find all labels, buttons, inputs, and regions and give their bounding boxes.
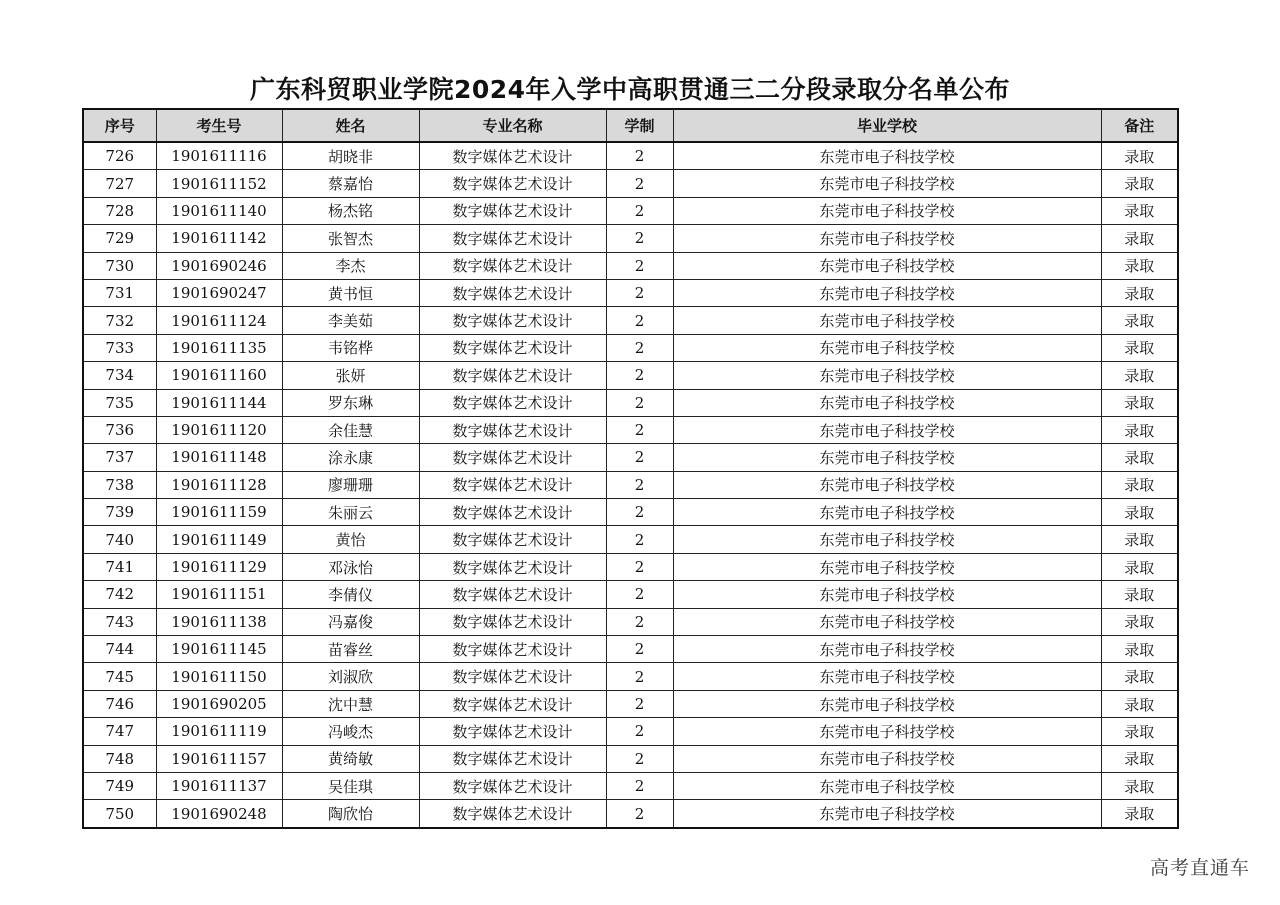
cell-major: 数字媒体艺术设计 <box>419 444 606 471</box>
cell-school: 东莞市电子科技学校 <box>673 142 1101 170</box>
cell-remark: 录取 <box>1101 718 1178 745</box>
cell-major: 数字媒体艺术设计 <box>419 800 606 828</box>
cell-major: 数字媒体艺术设计 <box>419 581 606 608</box>
cell-remark: 录取 <box>1101 800 1178 828</box>
cell-school: 东莞市电子科技学校 <box>673 663 1101 690</box>
cell-major: 数字媒体艺术设计 <box>419 197 606 224</box>
cell-serial: 745 <box>83 663 156 690</box>
cell-duration: 2 <box>606 608 673 635</box>
cell-major: 数字媒体艺术设计 <box>419 636 606 663</box>
cell-name: 吴佳琪 <box>282 772 419 799</box>
table-row <box>83 636 1178 663</box>
cell-candidate-number: 1901611142 <box>156 225 282 252</box>
cell-school: 东莞市电子科技学校 <box>673 197 1101 224</box>
cell-name: 黄怡 <box>282 526 419 553</box>
table-row <box>83 362 1178 389</box>
cell-serial: 743 <box>83 608 156 635</box>
cell-duration: 2 <box>606 197 673 224</box>
header-major: 专业名称 <box>419 109 606 142</box>
cell-duration: 2 <box>606 553 673 580</box>
header-duration: 学制 <box>606 109 673 142</box>
table-row <box>83 444 1178 471</box>
cell-name: 张智杰 <box>282 225 419 252</box>
cell-candidate-number: 1901611140 <box>156 197 282 224</box>
cell-remark: 录取 <box>1101 636 1178 663</box>
cell-candidate-number: 1901611138 <box>156 608 282 635</box>
cell-serial: 738 <box>83 471 156 498</box>
cell-remark: 录取 <box>1101 526 1178 553</box>
cell-name: 韦铭桦 <box>282 334 419 361</box>
cell-major: 数字媒体艺术设计 <box>419 718 606 745</box>
cell-candidate-number: 1901690248 <box>156 800 282 828</box>
cell-school: 东莞市电子科技学校 <box>673 362 1101 389</box>
cell-serial: 736 <box>83 416 156 443</box>
cell-remark: 录取 <box>1101 772 1178 799</box>
cell-school: 东莞市电子科技学校 <box>673 718 1101 745</box>
cell-name: 沈中慧 <box>282 690 419 717</box>
cell-school: 东莞市电子科技学校 <box>673 252 1101 279</box>
table-row <box>83 663 1178 690</box>
cell-serial: 739 <box>83 499 156 526</box>
cell-school: 东莞市电子科技学校 <box>673 581 1101 608</box>
cell-school: 东莞市电子科技学校 <box>673 636 1101 663</box>
cell-candidate-number: 1901611124 <box>156 307 282 334</box>
cell-candidate-number: 1901611116 <box>156 142 282 170</box>
table-body <box>83 142 1178 828</box>
cell-major: 数字媒体艺术设计 <box>419 663 606 690</box>
cell-major: 数字媒体艺术设计 <box>419 772 606 799</box>
cell-name: 蔡嘉怡 <box>282 170 419 197</box>
cell-major: 数字媒体艺术设计 <box>419 334 606 361</box>
table-row <box>83 499 1178 526</box>
table-row <box>83 745 1178 772</box>
table-row <box>83 608 1178 635</box>
cell-duration: 2 <box>606 170 673 197</box>
cell-candidate-number: 1901611151 <box>156 581 282 608</box>
table-header-row <box>83 109 1178 142</box>
cell-remark: 录取 <box>1101 499 1178 526</box>
cell-serial: 733 <box>83 334 156 361</box>
cell-duration: 2 <box>606 252 673 279</box>
cell-serial: 735 <box>83 389 156 416</box>
cell-remark: 录取 <box>1101 225 1178 252</box>
cell-duration: 2 <box>606 663 673 690</box>
cell-serial: 742 <box>83 581 156 608</box>
cell-name: 李倩仪 <box>282 581 419 608</box>
watermark: 高考直通车 <box>1149 857 1250 879</box>
cell-duration: 2 <box>606 279 673 306</box>
cell-serial: 744 <box>83 636 156 663</box>
cell-name: 张妍 <box>282 362 419 389</box>
cell-school: 东莞市电子科技学校 <box>673 389 1101 416</box>
cell-duration: 2 <box>606 307 673 334</box>
cell-remark: 录取 <box>1101 553 1178 580</box>
cell-candidate-number: 1901690247 <box>156 279 282 306</box>
cell-candidate-number: 1901611128 <box>156 471 282 498</box>
header-name: 姓名 <box>282 109 419 142</box>
cell-name: 李美茹 <box>282 307 419 334</box>
cell-serial: 737 <box>83 444 156 471</box>
cell-school: 东莞市电子科技学校 <box>673 499 1101 526</box>
table-row <box>83 772 1178 799</box>
cell-name: 余佳慧 <box>282 416 419 443</box>
table-row <box>83 581 1178 608</box>
cell-school: 东莞市电子科技学校 <box>673 307 1101 334</box>
cell-school: 东莞市电子科技学校 <box>673 170 1101 197</box>
cell-duration: 2 <box>606 444 673 471</box>
cell-major: 数字媒体艺术设计 <box>419 416 606 443</box>
cell-remark: 录取 <box>1101 690 1178 717</box>
cell-school: 东莞市电子科技学校 <box>673 416 1101 443</box>
cell-duration: 2 <box>606 142 673 170</box>
cell-name: 涂永康 <box>282 444 419 471</box>
cell-remark: 录取 <box>1101 416 1178 443</box>
table-row <box>83 800 1178 828</box>
cell-candidate-number: 1901611149 <box>156 526 282 553</box>
table-row <box>83 197 1178 224</box>
cell-name: 罗东琳 <box>282 389 419 416</box>
table-row <box>83 307 1178 334</box>
cell-candidate-number: 1901611150 <box>156 663 282 690</box>
cell-serial: 750 <box>83 800 156 828</box>
cell-name: 邓泳怡 <box>282 553 419 580</box>
cell-candidate-number: 1901611159 <box>156 499 282 526</box>
cell-serial: 727 <box>83 170 156 197</box>
cell-remark: 录取 <box>1101 279 1178 306</box>
cell-major: 数字媒体艺术设计 <box>419 690 606 717</box>
cell-school: 东莞市电子科技学校 <box>673 553 1101 580</box>
cell-school: 东莞市电子科技学校 <box>673 444 1101 471</box>
cell-major: 数字媒体艺术设计 <box>419 307 606 334</box>
table-row <box>83 279 1178 306</box>
cell-candidate-number: 1901611157 <box>156 745 282 772</box>
cell-major: 数字媒体艺术设计 <box>419 499 606 526</box>
cell-school: 东莞市电子科技学校 <box>673 608 1101 635</box>
cell-duration: 2 <box>606 471 673 498</box>
cell-school: 东莞市电子科技学校 <box>673 526 1101 553</box>
cell-remark: 录取 <box>1101 170 1178 197</box>
table-row <box>83 416 1178 443</box>
cell-duration: 2 <box>606 225 673 252</box>
cell-duration: 2 <box>606 526 673 553</box>
table-row <box>83 553 1178 580</box>
cell-duration: 2 <box>606 690 673 717</box>
cell-remark: 录取 <box>1101 362 1178 389</box>
cell-major: 数字媒体艺术设计 <box>419 225 606 252</box>
cell-serial: 740 <box>83 526 156 553</box>
cell-remark: 录取 <box>1101 142 1178 170</box>
cell-remark: 录取 <box>1101 663 1178 690</box>
cell-candidate-number: 1901611129 <box>156 553 282 580</box>
cell-candidate-number: 1901611137 <box>156 772 282 799</box>
cell-duration: 2 <box>606 772 673 799</box>
cell-major: 数字媒体艺术设计 <box>419 553 606 580</box>
cell-serial: 747 <box>83 718 156 745</box>
cell-major: 数字媒体艺术设计 <box>419 170 606 197</box>
cell-candidate-number: 1901611160 <box>156 362 282 389</box>
cell-school: 东莞市电子科技学校 <box>673 800 1101 828</box>
cell-serial: 730 <box>83 252 156 279</box>
document-title: 广东科贸职业学院2024年入学中高职贯通三二分段录取分名单公布 <box>249 75 1011 104</box>
cell-major: 数字媒体艺术设计 <box>419 389 606 416</box>
cell-serial: 748 <box>83 745 156 772</box>
cell-duration: 2 <box>606 718 673 745</box>
cell-major: 数字媒体艺术设计 <box>419 608 606 635</box>
cell-candidate-number: 1901611135 <box>156 334 282 361</box>
cell-duration: 2 <box>606 416 673 443</box>
cell-serial: 731 <box>83 279 156 306</box>
cell-major: 数字媒体艺术设计 <box>419 252 606 279</box>
admission-table <box>82 108 1179 829</box>
cell-duration: 2 <box>606 800 673 828</box>
cell-remark: 录取 <box>1101 444 1178 471</box>
table-row <box>83 526 1178 553</box>
cell-serial: 732 <box>83 307 156 334</box>
cell-duration: 2 <box>606 362 673 389</box>
cell-serial: 728 <box>83 197 156 224</box>
cell-name: 黄绮敏 <box>282 745 419 772</box>
cell-candidate-number: 1901690246 <box>156 252 282 279</box>
cell-candidate-number: 1901611144 <box>156 389 282 416</box>
cell-school: 东莞市电子科技学校 <box>673 745 1101 772</box>
header-remark: 备注 <box>1101 109 1178 142</box>
cell-school: 东莞市电子科技学校 <box>673 225 1101 252</box>
cell-duration: 2 <box>606 334 673 361</box>
cell-candidate-number: 1901611120 <box>156 416 282 443</box>
cell-remark: 录取 <box>1101 608 1178 635</box>
table-row <box>83 170 1178 197</box>
cell-name: 苗睿丝 <box>282 636 419 663</box>
cell-serial: 734 <box>83 362 156 389</box>
cell-serial: 746 <box>83 690 156 717</box>
cell-serial: 726 <box>83 142 156 170</box>
cell-school: 东莞市电子科技学校 <box>673 690 1101 717</box>
cell-duration: 2 <box>606 389 673 416</box>
cell-duration: 2 <box>606 745 673 772</box>
cell-remark: 录取 <box>1101 252 1178 279</box>
table-row <box>83 252 1178 279</box>
cell-remark: 录取 <box>1101 581 1178 608</box>
table-row <box>83 718 1178 745</box>
cell-candidate-number: 1901611148 <box>156 444 282 471</box>
table-row <box>83 389 1178 416</box>
cell-school: 东莞市电子科技学校 <box>673 772 1101 799</box>
cell-major: 数字媒体艺术设计 <box>419 526 606 553</box>
cell-name: 冯峻杰 <box>282 718 419 745</box>
cell-remark: 录取 <box>1101 471 1178 498</box>
cell-name: 黄书恒 <box>282 279 419 306</box>
table-row <box>83 471 1178 498</box>
cell-serial: 729 <box>83 225 156 252</box>
cell-name: 李杰 <box>282 252 419 279</box>
cell-duration: 2 <box>606 499 673 526</box>
cell-name: 胡晓非 <box>282 142 419 170</box>
cell-candidate-number: 1901611119 <box>156 718 282 745</box>
cell-school: 东莞市电子科技学校 <box>673 334 1101 361</box>
cell-serial: 749 <box>83 772 156 799</box>
cell-name: 冯嘉俊 <box>282 608 419 635</box>
table-row <box>83 225 1178 252</box>
table-row <box>83 334 1178 361</box>
header-school: 毕业学校 <box>673 109 1101 142</box>
cell-candidate-number: 1901611152 <box>156 170 282 197</box>
cell-name: 陶欣怡 <box>282 800 419 828</box>
cell-school: 东莞市电子科技学校 <box>673 471 1101 498</box>
cell-major: 数字媒体艺术设计 <box>419 745 606 772</box>
cell-name: 刘淑欣 <box>282 663 419 690</box>
cell-remark: 录取 <box>1101 389 1178 416</box>
cell-major: 数字媒体艺术设计 <box>419 279 606 306</box>
cell-major: 数字媒体艺术设计 <box>419 142 606 170</box>
cell-remark: 录取 <box>1101 197 1178 224</box>
header-candidate-number: 考生号 <box>156 109 282 142</box>
table-row <box>83 142 1178 170</box>
cell-major: 数字媒体艺术设计 <box>419 362 606 389</box>
cell-candidate-number: 1901690205 <box>156 690 282 717</box>
cell-name: 廖珊珊 <box>282 471 419 498</box>
cell-school: 东莞市电子科技学校 <box>673 279 1101 306</box>
cell-candidate-number: 1901611145 <box>156 636 282 663</box>
cell-remark: 录取 <box>1101 334 1178 361</box>
cell-duration: 2 <box>606 581 673 608</box>
header-serial: 序号 <box>83 109 156 142</box>
table-row <box>83 690 1178 717</box>
cell-duration: 2 <box>606 636 673 663</box>
cell-serial: 741 <box>83 553 156 580</box>
cell-name: 杨杰铭 <box>282 197 419 224</box>
cell-remark: 录取 <box>1101 307 1178 334</box>
cell-remark: 录取 <box>1101 745 1178 772</box>
cell-name: 朱丽云 <box>282 499 419 526</box>
cell-major: 数字媒体艺术设计 <box>419 471 606 498</box>
